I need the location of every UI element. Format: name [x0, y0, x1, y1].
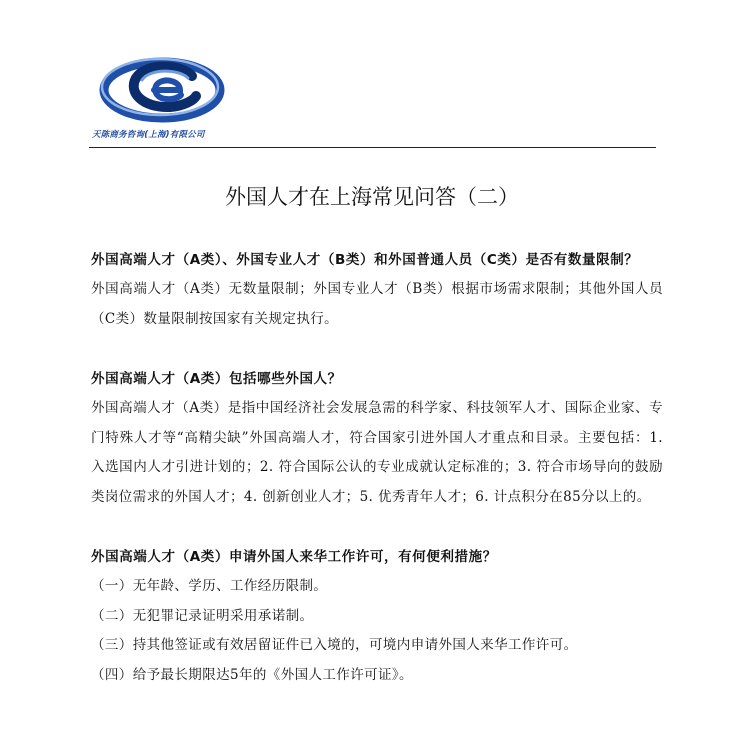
answer-paragraph: 外国高端人才（A类）是指中国经济社会发展急需的科学家、科技领军人才、国际企业家、专门特殊人才等“高精尖缺”外国高端人才，符合国家引进外国人才重点和目录。主要包括：1. 入选国内人才引进计划的；2. 符合国际公认的专业成就认定标准的；3. 符合市场导向的鼓励类岗位需求的外国人才；4. 创新创业人才；5. 优秀青年人才；6. 计点积分在85分以上的。	[91, 400, 663, 505]
list-item: （四）给予最长期限达5年的《外国人工作许可证》。	[91, 666, 413, 683]
question-heading: 外国高端人才（A类）申请外国人来华工作许可，有何便利措施？	[91, 549, 497, 565]
document-body	[91, 246, 663, 690]
header-divider	[89, 147, 656, 148]
qa-section	[91, 246, 663, 334]
qa-section	[91, 543, 663, 690]
qa-section	[91, 365, 663, 512]
list-item: （二）无犯罪记录证明采用承诺制。	[91, 607, 314, 624]
answer-paragraph: 外国高端人才（A类）无数量限制；外国专业人才（B类）根据市场需求限制；其他外国人员（C类）数量限制按国家有关规定执行。	[91, 281, 663, 327]
list-item: （三）持其他签证或有效居留证件已入境的，可境内申请外国人来华工作许可。	[91, 637, 578, 653]
list-item: （一）无年龄、学历、工作经历限制。	[91, 578, 328, 594]
question-heading: 外国高端人才（A类）、外国专业人才（B类）和外国普通人员（C类）是否有数量限制？	[91, 252, 639, 268]
page-title: 外国人才在上海常见问答（二）	[225, 185, 519, 209]
question-heading: 外国高端人才（A类）包括哪些外国人？	[91, 371, 342, 387]
company-name: 天陈商务咨询(上海)有限公司	[92, 130, 205, 140]
